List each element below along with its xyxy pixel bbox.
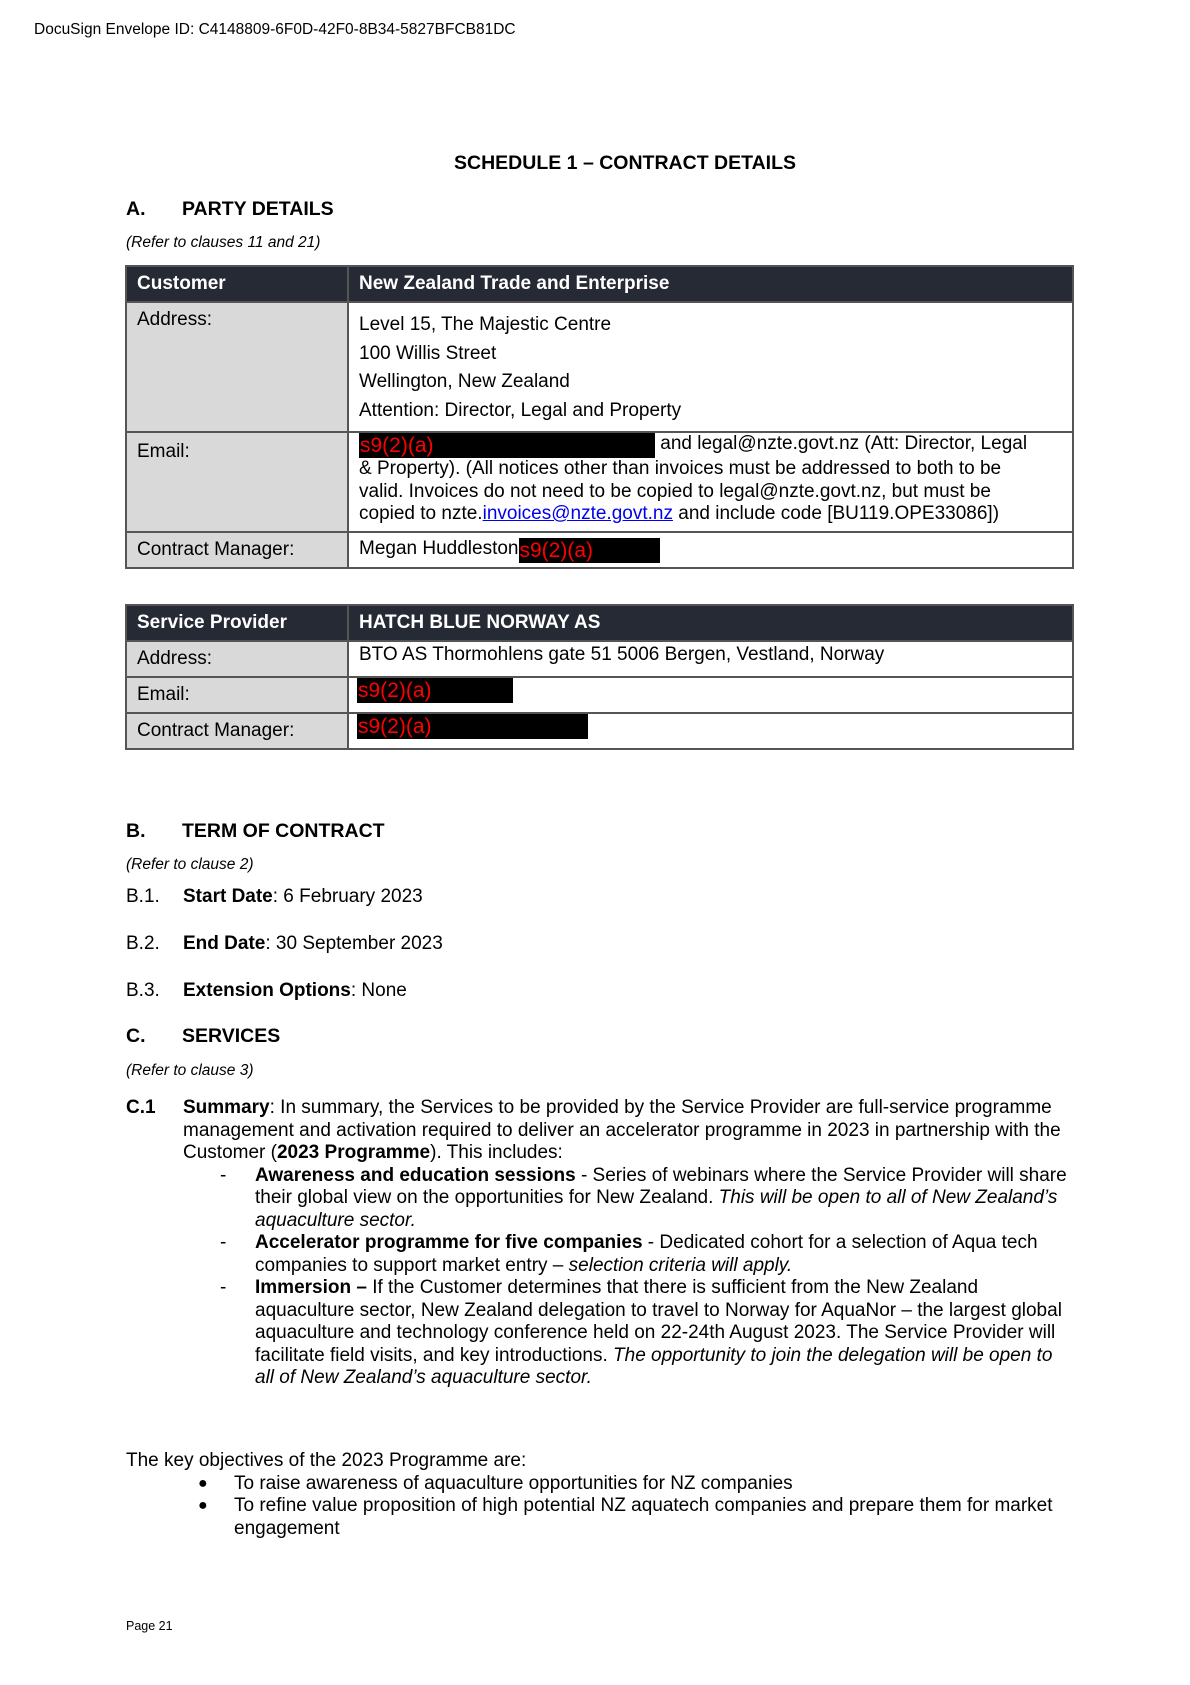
customer-manager-label: Contract Manager: (126, 532, 348, 568)
provider-manager-label: Contract Manager: (126, 713, 348, 749)
service-item-text: If the Customer determines that there is sufficient from the New Zealand aquaculture sector, New Zealand delegation to travel to Norway for AquaNor – the largest global aquaculture and technology conference held on 22-24th August 2023. The Service Provider will facilitate field visits, and key introductions. (255, 1277, 1062, 1366)
provider-header-label: Service Provider (126, 605, 348, 641)
customer-table (125, 265, 1074, 569)
customer-email-line: and include code [BU119.OPE33086]) (672, 503, 1000, 524)
term-item-end-date (126, 933, 443, 955)
customer-header-label: Customer (126, 266, 348, 302)
term-item-start-date (126, 886, 423, 908)
term-item-value: : None (350, 980, 407, 1001)
service-item-note: The opportunity to join the delegation will be open to all of New Zealand’s aquaculture sector. (255, 1344, 1053, 1388)
objective-text: To refine value proposition of high potential NZ aquatech companies and prepare them for market engagement (234, 1495, 1053, 1539)
objective-item (198, 1472, 1076, 1496)
term-item-number: B.3. (126, 980, 160, 1001)
provider-table (125, 604, 1074, 750)
customer-address-line: 100 Willis Street (359, 342, 497, 364)
redaction-block: s9(2)(a) (519, 538, 660, 563)
section-a-refer: (Refer to clauses 11 and 21) (126, 234, 321, 251)
customer-email-value (348, 432, 1073, 532)
term-item-number: B.1. (126, 886, 160, 907)
customer-manager-name: Megan Huddleston (359, 537, 519, 559)
service-item-text: - Dedicated cohort for a selection of Aqua tech companies to support market entry – (255, 1232, 1038, 1276)
dash-marker: - (220, 1277, 227, 1298)
service-item-title: Awareness and education sessions (255, 1164, 576, 1186)
section-a-letter: A. (126, 198, 146, 220)
redaction-block: s9(2)(a) (357, 714, 588, 739)
summary-paragraph (183, 1097, 1076, 1165)
section-b-title: TERM OF CONTRACT (182, 820, 385, 842)
programme-objectives (126, 1450, 1076, 1540)
page-number: Page 21 (126, 1619, 173, 1633)
summary-text: ). This includes: (430, 1142, 563, 1163)
term-item-extension-options (126, 980, 407, 1002)
schedule-title: SCHEDULE 1 – CONTRACT DETAILS (454, 152, 796, 174)
customer-email-label: Email: (126, 432, 348, 532)
section-c-letter: C. (126, 1025, 146, 1047)
provider-email-value (348, 677, 1073, 713)
provider-header-row (126, 605, 1073, 641)
services-list-item (220, 1277, 1076, 1390)
section-a-title: PARTY DETAILS (182, 198, 334, 220)
provider-address-value: BTO AS Thormohlens gate 51 5006 Bergen, Vestland, Norway (348, 641, 1073, 677)
section-c-title: SERVICES (182, 1025, 281, 1047)
dash-marker: - (220, 1164, 227, 1186)
service-item-note: selection criteria will apply. (568, 1254, 793, 1276)
customer-email-line: copied to nzte. (359, 503, 483, 524)
service-item-note: This will be open to all of New Zealand’s aquaculture sector. (255, 1187, 1058, 1231)
summary-label: Summary (183, 1097, 270, 1118)
term-item-label: End Date (183, 933, 266, 954)
summary-number: C.1 (126, 1097, 156, 1118)
section-b-heading (126, 820, 385, 843)
service-item-title: Accelerator programme for five companies (255, 1232, 643, 1253)
redaction-block: s9(2)(a) (357, 678, 513, 703)
customer-address-value (348, 302, 1073, 432)
services-list-item (220, 1232, 1076, 1277)
service-item-text: - Series of webinars where the Service Provider will share their global view on the opportunities for New Zealand. (255, 1164, 1067, 1208)
summary-programme-name: 2023 Programme (276, 1142, 431, 1163)
bullet-marker: ● (198, 1497, 208, 1514)
customer-address-line: Wellington, New Zealand (359, 371, 570, 392)
customer-address-line: Level 15, The Majestic Centre (359, 314, 612, 335)
invoices-email-link[interactable]: invoices@nzte.govt.nz (482, 503, 673, 524)
customer-header-row (126, 266, 1073, 302)
customer-email-row (126, 432, 1073, 532)
customer-address-line: Attention: Director, Legal and Property (359, 399, 682, 421)
term-item-number: B.2. (126, 933, 160, 954)
customer-email-line: valid. Invoices do not need to be copied to legal@nzte.govt.nz, but must be (359, 480, 991, 502)
provider-header-value: HATCH BLUE NORWAY AS (348, 605, 1073, 641)
section-a-heading (126, 198, 334, 221)
term-item-label: Extension Options (183, 980, 351, 1001)
objective-text: To raise awareness of aquaculture opportunities for NZ companies (234, 1472, 793, 1494)
customer-header-value: New Zealand Trade and Enterprise (348, 266, 1073, 302)
objective-item (198, 1495, 1076, 1540)
objectives-intro: The key objectives of the 2023 Programme are: (126, 1450, 527, 1471)
dash-marker: - (220, 1232, 227, 1253)
customer-email-line: and legal@nzte.govt.nz (Att: Director, Legal (660, 433, 1028, 454)
term-item-value: : 6 February 2023 (272, 886, 423, 907)
term-item-label: Start Date (183, 886, 273, 907)
service-item-title: Immersion – (255, 1277, 367, 1298)
bullet-marker: ● (198, 1474, 208, 1492)
section-c-refer: (Refer to clause 3) (126, 1062, 254, 1079)
section-c-heading (126, 1025, 280, 1048)
services-list-item (220, 1164, 1076, 1233)
term-item-value: : 30 September 2023 (265, 933, 443, 954)
customer-address-label: Address: (126, 302, 348, 432)
section-b-letter: B. (126, 820, 146, 842)
customer-manager-row (126, 532, 1073, 568)
redaction-block: s9(2)(a) (359, 433, 655, 458)
provider-manager-value (348, 713, 1073, 749)
provider-address-row (126, 641, 1073, 677)
provider-email-row (126, 677, 1073, 713)
customer-address-row (126, 302, 1073, 432)
services-summary (126, 1097, 1076, 1390)
section-b-refer: (Refer to clause 2) (126, 856, 254, 873)
provider-manager-row (126, 713, 1073, 749)
customer-manager-value (348, 532, 1073, 568)
provider-email-label: Email: (126, 677, 348, 713)
docusign-envelope-id: DocuSign Envelope ID: C4148809-6F0D-42F0-8B34-5827BFCB81DC (34, 21, 516, 38)
customer-email-line: & Property). (All notices other than invoices must be addressed to both to be (359, 458, 1002, 479)
summary-text: : In summary, the Services to be provided by the Service Provider are full-service programme management and activation required to deliver an accelerator programme in 2023 in partnership with the Customer ( (183, 1097, 1061, 1163)
provider-address-label: Address: (126, 641, 348, 677)
